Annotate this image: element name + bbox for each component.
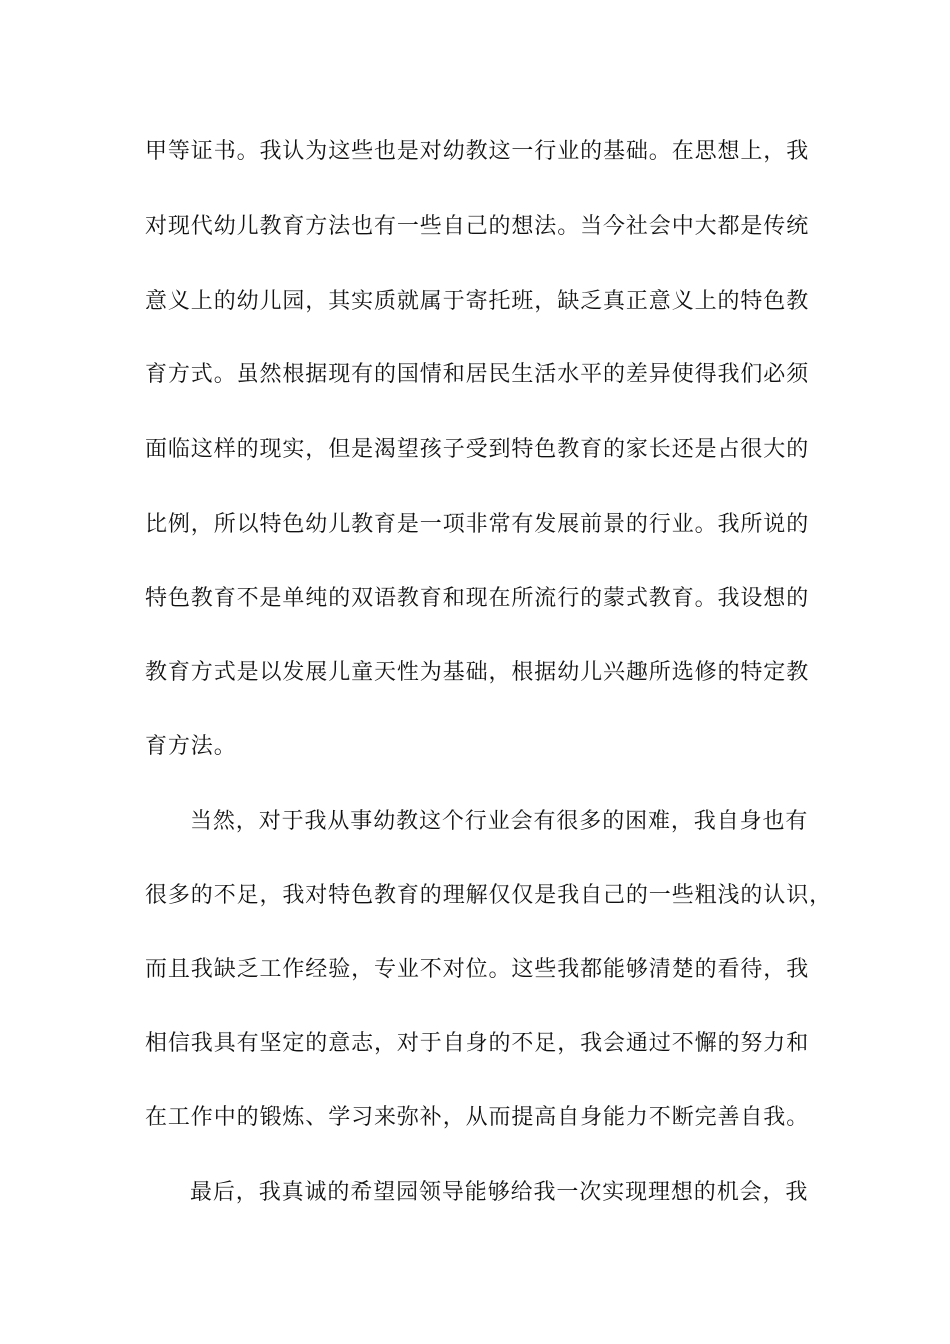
text-line-12: 而且我缺乏工作经验，专业不对位。这些我都能够清楚的看待，我 <box>145 957 810 982</box>
text-line-2: 对现代幼儿教育方法也有一些自己的想法。当今社会中大都是传统 <box>145 214 810 239</box>
text-line-7: 特色教育不是单纯的双语教育和现在所流行的蒙式教育。我设想的 <box>145 586 810 611</box>
text-line-5: 面临这样的现实，但是渴望孩子受到特色教育的家长还是占很大的 <box>145 437 810 462</box>
text-line-11: 很多的不足，我对特色教育的理解仅仅是我自己的一些粗浅的认识， <box>145 883 833 908</box>
text-line-15: 最后，我真诚的希望园领导能够给我一次实现理想的机会，我 <box>190 1180 809 1205</box>
text-line-9: 育方法。 <box>145 734 237 759</box>
text-line-6: 比例，所以特色幼儿教育是一项非常有发展前景的行业。我所说的 <box>145 512 810 537</box>
text-line-10: 当然，对于我从事幼教这个行业会有很多的困难，我自身也有 <box>190 809 809 834</box>
text-line-13: 相信我具有坚定的意志，对于自身的不足，我会通过不懈的努力和 <box>145 1031 810 1056</box>
text-line-8: 教育方式是以发展儿童天性为基础，根据幼儿兴趣所选修的特定教 <box>145 660 810 685</box>
text-line-4: 育方式。虽然根据现有的国情和居民生活水平的差异使得我们必须 <box>145 362 810 387</box>
text-line-14: 在工作中的锻炼、学习来弥补，从而提高自身能力不断完善自我。 <box>145 1105 810 1130</box>
text-line-1: 甲等证书。我认为这些也是对幼教这一行业的基础。在思想上，我 <box>145 139 810 164</box>
text-line-3: 意义上的幼儿园，其实质就属于寄托班，缺乏真正意义上的特色教 <box>145 289 810 314</box>
